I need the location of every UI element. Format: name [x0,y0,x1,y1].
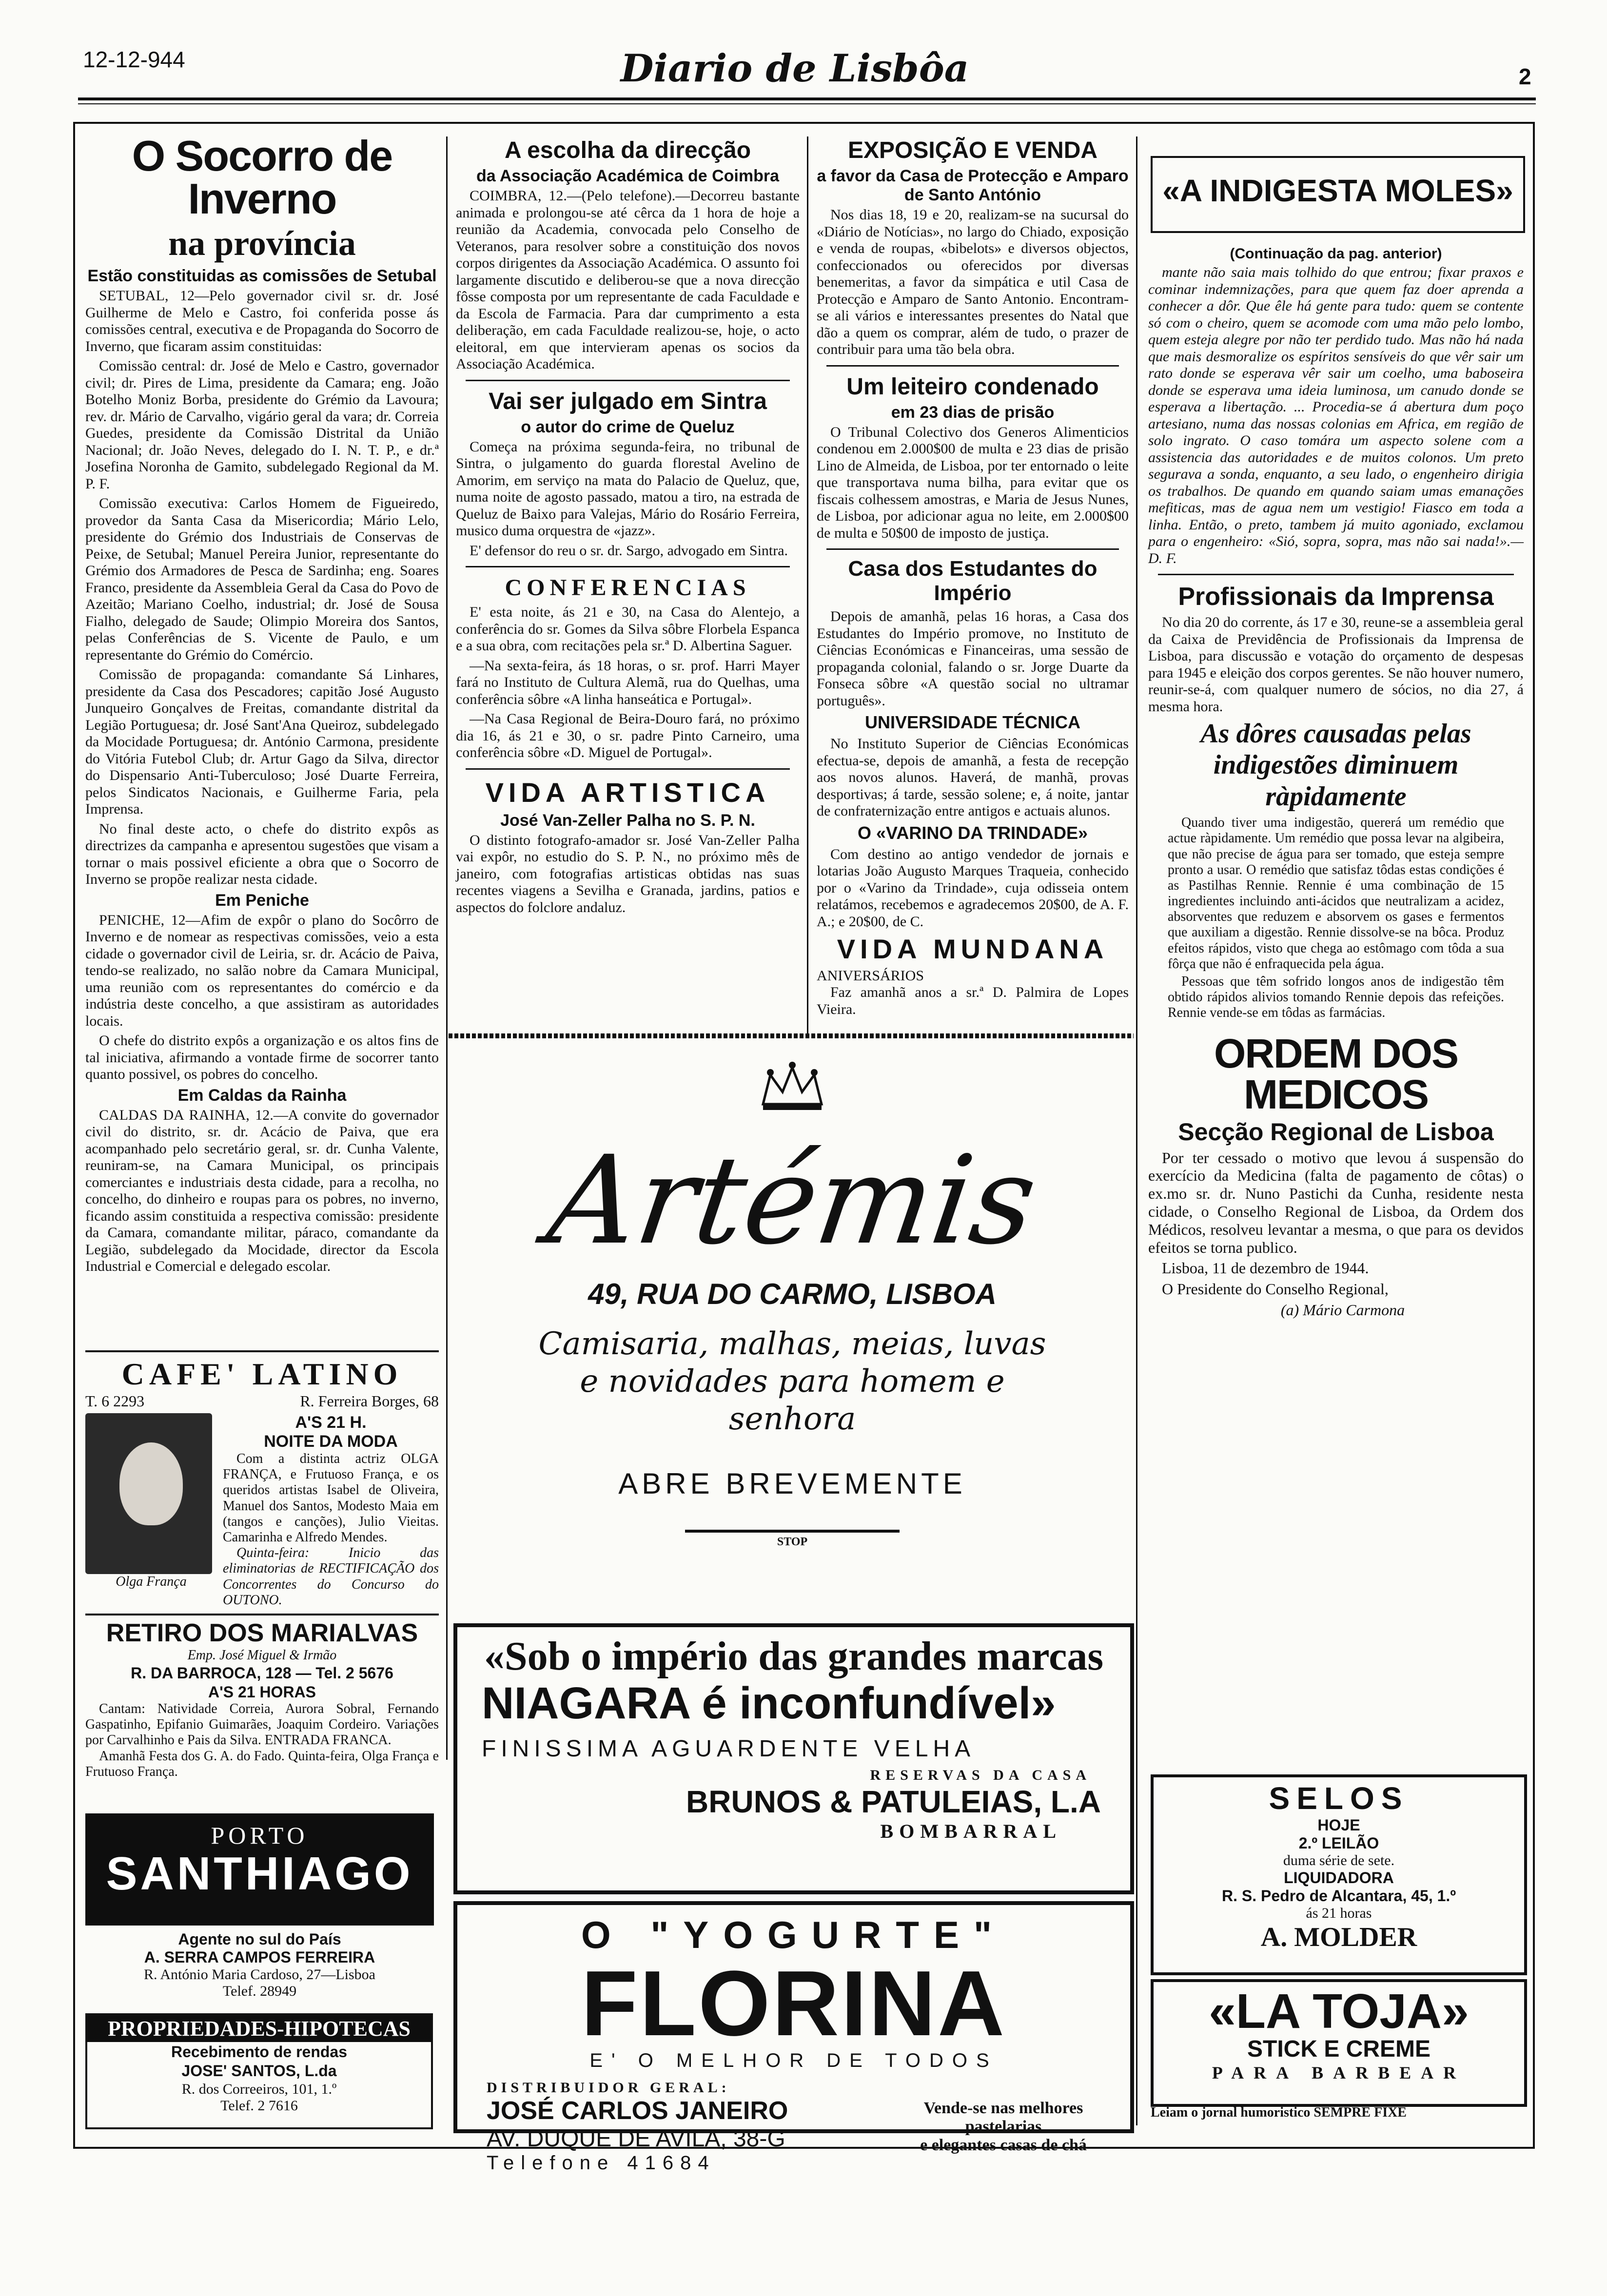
latoja-title: «LA TOJA» [1209,1984,1469,2039]
article-paragraph: Lisboa, 11 de dezembro de 1944. [1162,1259,1369,1277]
article-paragraph: Comissão de propaganda: comandante Sá Linhares, presidente da Casa dos Pescadores; capitão José Augusto Junqueiro Gonçalves de Freitas, comandante distrital da Legião Portuguesa; dr. José Sant'Ana Queiroz, subdelegado da Mocidade Portuguesa; dr. António Carmona, presidente do Vitória Futebol Club; dr. Artur Gago da Silva, director do Dispensario Anti-Tuberculoso; José Duarte Ferreira, pelos Sindicatos Nacionais, e Guilherme Faria, pela Imprensa. [85,666,439,817]
niagara-line4: RESERVAS DA CASA [870,1767,1091,1783]
column-rule-2 [807,136,808,1033]
florina-line7: Telefone 41684 [487,2152,716,2174]
column-1 [85,132,439,1278]
cafe-body [85,1413,439,1608]
article-paragraph: —Na sexta-feira, ás 18 horas, o sr. prof. Harri Mayer fará no Instituto de Cultura Alemã, rua do Quelhas, uma conferência sôbre «A linha hanseática e Portugal». [456,657,800,707]
article-paragraph: Quando tiver uma indigestão, quererá um remédio que actue ràpidamente. Um remédio que possa levar na algibeira, que não precise de água para ser tomado, que esteja sempre pronto a usar. O remédio que satisfaz tôdas estas condições é as Pastilhas Rennie. Rennie é uma combinação de 15 ingredientes incluindo anti-ácidos que neutralizam a acidez, absorventes que reduzem e absorvem os gases e fermentos que auxiliam a digestão. Rennie dissolve-se na bôca. Produz efeitos rápidos, visto que chega ao estômago com tôda a sua fôrça que não é enfraquecida pela água. [1168,815,1504,972]
column-2 [456,134,800,919]
article-paragraph: E' esta noite, ás 21 e 30, na Casa do Alentejo, a conferência do sr. Gomes da Silva sôbre Florbela Espanca e a sua obra, com recitações pela sr.ª D. Albertina Saguer. [456,604,800,654]
florina-line2: FLORINA [581,1952,1007,2055]
article-paragraph: O Tribunal Colectivo dos Generos Alimenticios condenou em 2.000$00 de multa e 23 dias de prisão Lino de Almeida, de Lisboa, por ter entornado o leite que transportava numa bilha, para evitar que os fiscais colhessem amostras, e Maria de Jesus Nunes, de Lisboa, por adicionar agua no leite, em 2.000$00 de multa e 50$00 de imposto de justiça. [817,424,1129,541]
article-paragraph: O chefe do distrito expôs a organização e os altos fins de tal iniciativa, afirmando a vontade firme de socorrer tanto quanto possivel, os pobres do concelho. [85,1032,439,1082]
headline-varino: O «VARINO DA TRINDADE» [857,822,1088,843]
cafe-text: Com a distinta actriz OLGA FRANÇA, e Frutuoso França, e os queridos artistas Isabel de Oliveira, Manuel dos Santos, Modesto Maia em (tangos e canções), Julio Vieitas. Camarinha e Alfredo Mendes. [223,1451,439,1545]
florina-r1: Vende-se nas melhores [923,2099,1083,2117]
box-indigesta [1151,156,1525,233]
prop-line3: R. dos Correeiros, 101, 1.º [181,2081,337,2097]
page-number: 2 [1519,64,1531,89]
florina-line6: AV. DUQUE DE AVILA, 38-G [487,2126,785,2152]
article-paragraph: No dia 20 do corrente, ás 17 e 30, reune-se a assembleia geral da Caixa de Previdência de Profissionais da Imprensa de Lisboa, para discussão e votação do orçamento de despesas para 1945 e eleição dos corpos gerentes. Se não houver numero, reunir-se-á, com qualquer numero de sócios, no dia 27, á mesma hora. [1148,614,1524,715]
subheadline-aniversarios: ANIVERSÁRIOS [817,968,924,984]
ad-cafe-latino [85,1350,439,1608]
porto-agent-block [85,1930,434,2000]
article-paragraph: CALDAS DA RAINHA, 12.—A convite do governador civil do distrito, sr. dr. Acácio de Paiva, que era acompanhado pelo secretário geral, sr. dr. Cunha Valente, reuniram-se, na Camara Municipal, os principais comerciantes e industriais desta cidade, para a recolha, no concelho, do dinheiro e roupas para os pobres, no inverno, ficando assim constituida a respectiva comissão: presidente da Camara, comandante militar, páraco, comandante da Legião, subdelegado da Mocidade, director da Escola Industrial e Comercial e delegado escolar. [85,1107,439,1274]
florina-line3: E' O MELHOR DE TODOS [589,2050,998,2071]
subheadline-queluz: o autor do crime de Queluz [521,417,735,436]
subheadline-setubal: Estão constituidas as comissões de Setubal [87,267,437,285]
ad-la-toja [1151,1979,1527,2107]
cafe-text-2: Quinta-feira: Inicio das eliminatorias de RECTIFICAÇÃO dos Concorrentes do Concurso do OUTONO. [223,1545,439,1608]
niagara-line5: BRUNOS & PATULEIAS, L.A [686,1784,1101,1819]
subheadline-van-zeller: José Van-Zeller Palha no S. P. N. [500,811,755,830]
selos-line3: duma série de sete. [1283,1852,1395,1868]
prop-line1: Recebimento de rendas [171,2043,347,2061]
florina-line1: O "YOGURTE" [581,1913,1006,1956]
subheadline-leiteiro: em 23 dias de prisão [891,403,1055,422]
masthead-rule-thin [78,103,1536,104]
headline-casa-estudantes: Casa dos Estudantes do Império [848,557,1097,605]
column-rule-1 [446,136,448,1760]
selos-line4: LIQUIDADORA [1284,1869,1394,1887]
retiro-address: R. DA BARROCA, 128 — Tel. 2 5676 [131,1664,393,1682]
separator [826,548,1119,550]
ad-niagara [453,1623,1134,1894]
niagara-line3: FINISSIMA AGUARDENTE VELHA [482,1735,976,1762]
subheadline-seccao: Secção Regional de Lisboa [1178,1118,1494,1146]
cafe-title: CAFE' LATINO [121,1357,403,1391]
indigesta-text: mante não saia mais tolhido do que entrou; fixar praxos e cominar indemnizações, para que quem faz doer aprenda a conhecer a dôr. Que êle há gente para tudo: quem se contente só com o cheiro, quem se acomode com uma mão pelo lombo, quem esteja alegre por não ter perdido tudo. Mas não há nada que mais desmoralize os espíritos sensíveis do que vêr sair um rato donde se esperava vêr sair um coelho, uma baboseira donde se esperava uma ideia luminosa, um canudo donde se esperava a libertação. ... Procedia-se á abertura dum poço artesiano, numa das nossas colonias em Africa, em região de solo ingrato. O caso tomára um aspecto solene com a assistencia das autoridades e de muitos colonos. Um preto segurava a sonda, enquanto, a seu lado, o engenheiro dirigia os trabalhos. De quando em quando saiam umas emanações mefiticas, mas de agua nem um vestigio! Fiasco em toda a linha. Então, o preto, tambem já muito agoniado, exclamou para o engenheiro: «Sió, sopra, sopra, mas não sai nada!».—D. F. [1148,264,1524,566]
article-paragraph: COIMBRA, 12.—(Pelo telefone).—Decorreu bastante animada e prolongou-se até cêrca da 1 hora de hoje a reunião da Academia, convocada pelo Conselho de Veteranos, para resolver sobre a constituição dos novos corpos dirigentes da Associação Académica. O assunto foi largamente discutido e deliberou-se que a nova direcção fôsse composta por um representante de cada Faculdade e da Escola de Farmacia. Para dar cumprimento a esta deliberação, em cada Faculdade realizou-se, hoje, o acto eleitoral, em que intervieram apenas os socios da Associação Académica. [456,188,800,372]
cafe-time: A'S 21 H. [295,1413,367,1432]
headline-vida-mundana: VIDA MUNDANA [837,934,1109,964]
masthead-rule [78,97,1536,100]
artemis-logo: Artémis [540,1129,1045,1271]
florina-r2: pastelarias [965,2118,1042,2136]
headline-indigesta: «A INDIGESTA MOLES» [1162,173,1513,208]
photo-caption: Olga França [116,1574,187,1589]
headline-conferencias: CONFERENCIAS [505,575,751,601]
separator [826,365,1119,367]
ad-propriedades [85,2013,433,2129]
florina-line5: JOSÉ CARLOS JANEIRO [487,2097,788,2125]
article-paragraph: O Presidente do Conselho Regional, [1162,1280,1389,1298]
headline-provincia: na província [168,224,356,263]
artemis-address: 49, RUA DO CARMO, LISBOA [588,1278,997,1310]
headline-associacao: A escolha da direcção [504,137,751,163]
article-paragraph: Nos dias 18, 19 e 20, realizam-se na sucursal do «Diário de Notícias», no largo do Chiado, exposição e venda de roupas, «bibelots» e diversos objectos, confeccionados ou oferecidos por diversas benemeritas, a favor da simpática e util Casa de Protecção e Amparo de Santo Antonio. Encontram-se ali vários e interessantes presentes do Natal que dão a quem os comprar, além de tudo, o prazer de contribuir para uma tão bela obra. [817,207,1129,357]
cafe-text-block [217,1413,439,1608]
ad-porto-santhiago [85,1813,434,1926]
subheadline-exposicao: a favor da Casa de Protecção e Amparo de Santo António [817,167,1129,204]
selos-line2: 2.º LEILÃO [1298,1834,1379,1852]
florina-line4: DISTRIBUIDOR GERAL: [487,2080,730,2096]
article-paragraph: PENICHE, 12—Afim de expôr o plano do Socôrro de Inverno e de nomear as respectivas comissões, veio a esta cidade o governador civil de Leiria, sr. dr. Acácio de Paiva, tendo-se realizado, no salão nobre da Camara Municipal, uma reunião com os representantes do comércio e da indústria deste concelho, a que assistiram as autoridades locais. [85,912,439,1029]
retiro-emp: Emp. José Miguel & Irmão [187,1648,337,1663]
ad-florina [453,1901,1134,2174]
article-paragraph: Com destino ao antigo vendedor de jornais e lotarias João Augusto Marques Traqueia, conhecido por o «Varino da Trindade», cuja odisseia ontem relatámos, recebemos e agradecemos 20$00, de A. F. A.; e 20$00, de C. [817,846,1129,930]
article-paragraph: Comissão executiva: Carlos Homem de Figueiredo, provedor da Santa Casa da Misericordia; Mário Lelo, presidente do Grémio dos Industriais de Conservas de Peixe, de Setubal; Manuel Pereira Junior, representante do Grémio dos Armadores de Pesca de Sardinha; eng. Soares Franco, presidente da Assembleia Geral da Casa do Povo de Azeitão; Mariano Coelho, industrial; dr. José de Sousa Fialho, delegado de Saude; Olimpio Moreira dos Santos, pelas Conferências de S. Vicente de Paulo, e um representante do Grémio do Comércio. [85,495,439,663]
ornamental-rule [449,1033,1134,1038]
masthead-title: Diario de Lisbôa [620,46,969,91]
ad-selos [1151,1774,1527,1975]
headline-dores: As dôres causadas pelas indigestões diminuem ràpidamente [1200,719,1471,812]
article-paragraph: Faz amanhã anos a sr.ª D. Palmira de Lopes Vieira. [817,984,1129,1017]
porto-agent: Agente no sul do País [178,1930,341,1948]
article-paragraph: (a) Mário Carmona [1280,1301,1405,1319]
porto-address: R. António Maria Cardoso, 27—Lisboa [144,1966,375,1983]
separator [466,566,790,567]
crown-icon [758,1058,826,1116]
selos-line7: A. MOLDER [1260,1922,1417,1952]
niagara-line6: BOMBARRAL [880,1820,1062,1842]
article-paragraph: —Na Casa Regional de Beira-Douro fará, no próximo dia 16, ás 21 e 30, o sr. padre Pinto Carneiro, uma conferência sôbre «D. Miguel de Portugal». [456,711,800,760]
column-4 [1148,244,1524,1322]
cafe-phone: T. 6 2293 [85,1392,145,1410]
artemis-open: ABRE BREVEMENTE [618,1467,966,1500]
article-paragraph: Depois de amanhã, pelas 16 horas, a Casa dos Estudantes do Império promove, no Instituto de Ciências Económicas e Financeiras, uma sessão de propaganda colonial, falando o sr. Jorge Duarte da Fonseca sôbre «A questão social no ultramar português». [817,608,1129,709]
photo-olga-franca [85,1413,212,1574]
sempre-fixe-note: Leiam o jornal humoristico SEMPRE FIXE [1151,2105,1407,2120]
headline-ordem-medicos: ORDEM DOS MEDICOS [1214,1030,1458,1117]
selos-line5: R. S. Pedro de Alcantara, 45, 1.º [1221,1887,1456,1905]
selos-line1: HOJE [1317,1816,1360,1834]
florina-shops [877,2080,1130,2174]
retiro-time: A'S 21 HORAS [208,1683,316,1701]
florina-bottom [457,2080,1130,2174]
ad-artemis [453,1048,1131,1604]
florina-distributor [457,2080,877,2174]
article-paragraph: E' defensor do reu o sr. dr. Sargo, advogado em Sintra. [470,542,788,559]
florina-r3: e elegantes casas de chá [920,2136,1087,2154]
article-paragraph: Por ter cessado o motivo que levou á suspensão do exercício da Medicina (falta de pagamento de côtas) o ex.mo sr. dr. Nuno Pastichi da Cunha, residente nesta cidade, o Conselho Regional de Lisboa, da Ordem dos Médicos, resolveu levantar a mesma, o que para os devidos efeitos se torna publico. [1148,1148,1524,1256]
article-paragraph: Comissão central: dr. José de Melo e Castro, governador civil; dr. Pires de Lima, presidente da Camara; eng. João Botelho Moniz Borba, presidente do Grémio da Lavoura; rev. dr. Mário de Carvalho, vigário geral da vara; dr. Correia Guedes, presidente da Comissão Distrital da União Nacional; dr. João Neves, delegado do I. N. T. P., e dr.ª Josefina Noronha de Gamito, subdelegado Regional da M. P. F. [85,358,439,492]
artemis-sign: STOP [777,1536,808,1549]
headline-exposicao: EXPOSIÇÃO E VENDA [847,137,1098,163]
article-paragraph: Pessoas que têm sofrido longos anos de indigestão têm obtido rápidos alivios tomando Rennie depois das refeições. Rennie vende-se em tôdas as farmácias. [1168,974,1504,1021]
prop-title: PROPRIEDADES-HIPOTECAS [87,2015,431,2042]
porto-line2: SANTHIAGO [106,1848,413,1900]
masthead-date: 12-12-944 [83,47,185,72]
niagara-line1: «Sob o império das grandes marcas [484,1634,1104,1679]
headline-profissionais: Profissionais da Imprensa [1178,583,1494,611]
column-rule-3 [1136,136,1137,2125]
retiro-title: RETIRO DOS MARIALVAS [106,1619,418,1647]
article-paragraph: Começa na próxima segunda-feira, no tribunal de Sintra, o julgamento do guarda florestal Avelino de Amorim, em serviço na mata do Palacio de Queluz, que, numa noite de agosto passado, matou a tiro, na estrada de Queluz de Baixo para Valejas, Mário do Rosário Ferreira, musico duma orquestra de «jazz». [456,438,800,539]
artemis-underline [685,1530,900,1533]
niagara-line2: NIAGARA é inconfundível» [482,1678,1056,1729]
article-paragraph: No Instituto Superior de Ciências Económicas efectua-se, depois de amanhã, a festa de recepção aos novos alunos. Haverá, de manhã, provas desportivas; á tarde, sessão solene; e, á noite, jantar de confraternização entre antigos e actuais alunos. [817,736,1129,819]
latoja-line2: PARA BARBEAR [1212,2063,1466,2082]
porto-phone: Telef. 28949 [222,1983,297,1999]
artemis-tagline: Camisaria, malhas, meias, luvas e novidades para homem e senhora [538,1326,1046,1437]
headline-socorro: O Socorro de Inverno [132,132,392,223]
portrait-face [119,1442,183,1525]
headline-universidade: UNIVERSIDADE TÉCNICA [864,712,1081,732]
cafe-show: NOITE DA MODA [264,1432,398,1451]
cafe-photo-block [85,1413,217,1608]
headline-leiteiro: Um leiteiro condenado [846,373,1099,400]
retiro-text-2: Amanhã Festa dos G. A. do Fado. Quinta-feira, Olga França e Frutuoso França. [85,1748,439,1779]
headline-sintra: Vai ser julgado em Sintra [489,388,767,414]
separator [466,380,790,381]
ad-retiro-marialvas [85,1614,439,1780]
column-3 [817,134,1129,1021]
headline-vida-artistica: VIDA ARTISTICA [485,777,770,808]
prop-line4: Telef. 2 7616 [220,2098,298,2114]
porto-line1: PORTO [211,1822,309,1849]
subheadline-peniche: Em Peniche [215,891,309,910]
retiro-text: Cantam: Natividade Correia, Aurora Sobral, Fernando Gaspatinho, Epifanio Guimarães, Joaquim Cordeiro. Variações por Carvalhinho e Pais da Silva. ENTRADA FRANCA. [85,1701,439,1748]
prop-line2: JOSE' SANTOS, L.da [181,2062,337,2080]
article-paragraph: O distinto fotografo-amador sr. José Van-Zeller Palha vai expôr, no estudio do S. P. N., no próximo mês de janeiro, com fotografias artisticas obtidas nas suas recentes viagens a Sevilha e Granada, jardins, patios e aspectos do folclore andaluz. [456,832,800,915]
separator [1158,574,1514,575]
cafe-address: R. Ferreira Borges, 68 [300,1392,439,1410]
article-paragraph: No final deste acto, o chefe do distrito expôs as directrizes da campanha e apresentou sugestões que visam a tornar o mais possivel eficiente a obra que o Socorro de Inverno se propõe realizar nesta cidade. [85,820,439,887]
continuation-note: (Continuação da pag. anterior) [1230,246,1442,262]
separator [466,768,790,770]
article-paragraph: SETUBAL, 12—Pelo governador civil sr. dr. José Guilherme de Melo e Castro, foi conferida posse ás comissões central, executiva e de Propaganda do Socorro de Inverno, que ficaram assim constituidas: [85,288,439,354]
selos-line6: ás 21 horas [1306,1905,1372,1921]
subheadline-caldas: Em Caldas da Rainha [177,1086,347,1105]
latoja-line1: STICK E CREME [1247,2036,1431,2062]
subheadline-coimbra: da Associação Académica de Coimbra [476,167,780,185]
cafe-contact-row [85,1392,439,1410]
selos-title: SELOS [1269,1781,1409,1816]
porto-agent-name: A. SERRA CAMPOS FERREIRA [144,1948,375,1966]
